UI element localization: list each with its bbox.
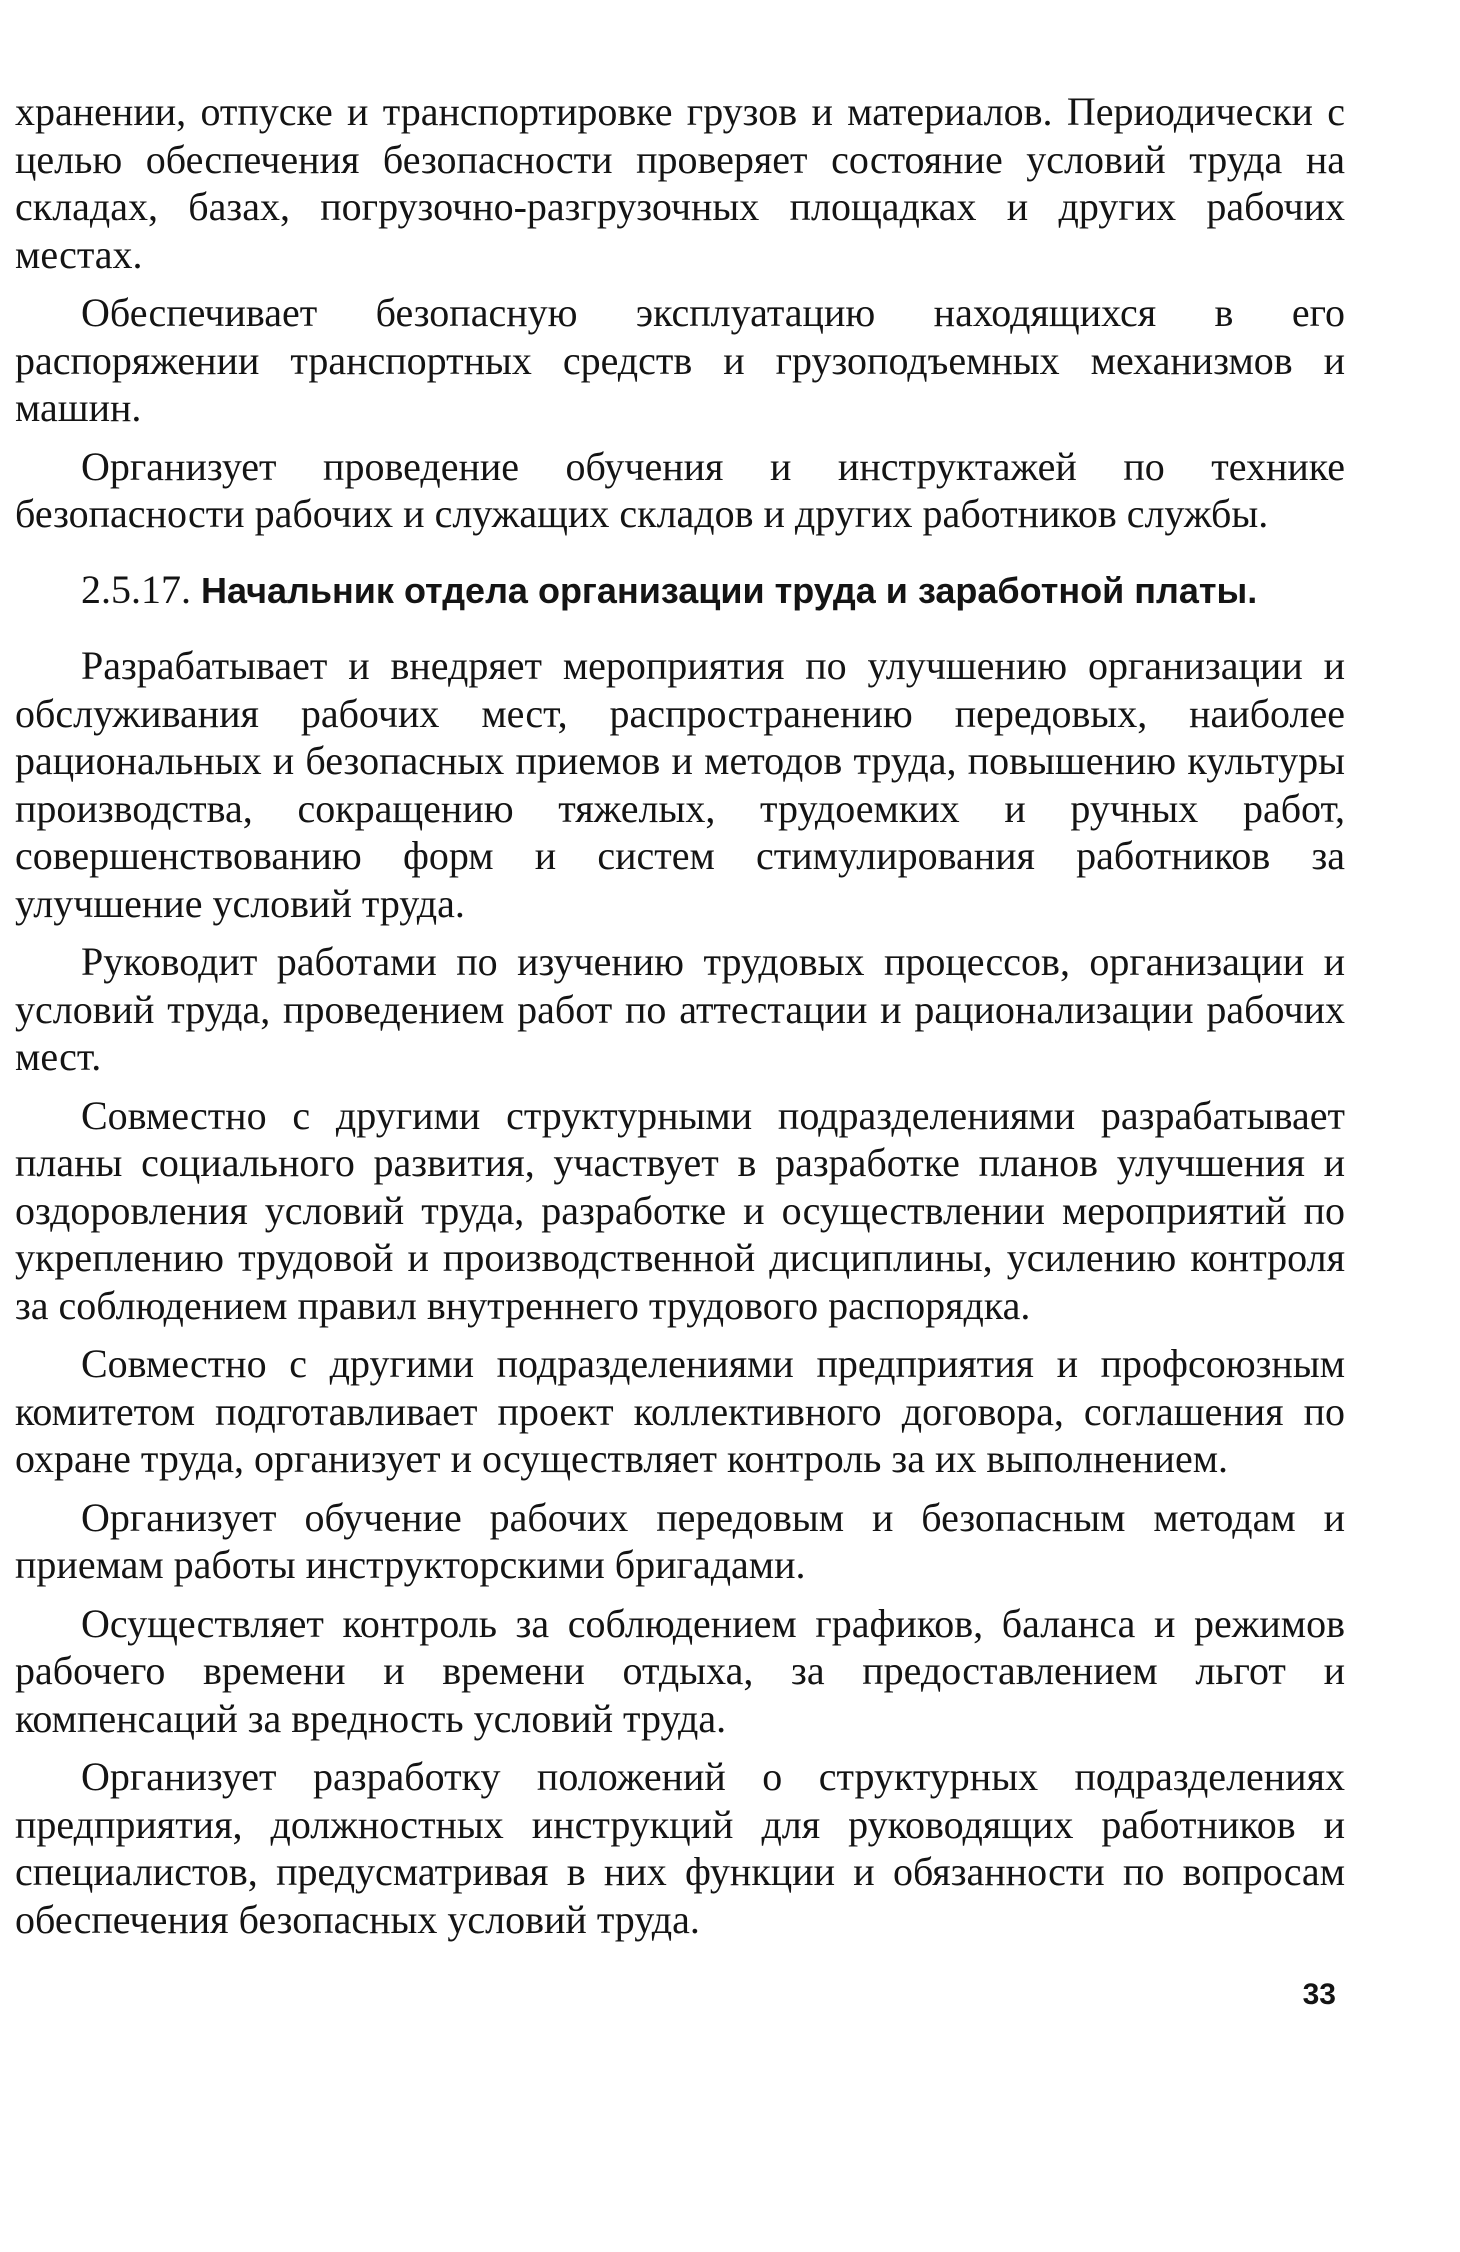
paragraph-warehouse-safety: хранении, отпуске и транспортировке грузов и материалов. Периодически с целью обеспечения безопасности проверяет состояние условий труда на складах, базах, погрузочно-разгрузочных площадках и других рабочих местах.	[15, 89, 1345, 277]
paragraph-worker-training: Организует обучение рабочих передовым и безопасным методам и приемам работы инструкторскими бригадами.	[15, 1494, 1345, 1587]
paragraph-training: Организует проведение обучения и инструктажей по технике безопасности рабочих и служащих складов и других работников службы.	[15, 443, 1345, 536]
paragraph-schedule-control: Осуществляет контроль за соблюдением графиков, баланса и режимов рабочего времени и времени отдыха, за предоставлением льгот и компенсаций за вредность условий труда.	[15, 1600, 1345, 1741]
section-number: 2.5.17.	[81, 566, 191, 612]
section-heading	[15, 566, 1345, 615]
page-number: 33	[1302, 1978, 1336, 2011]
paragraph-labor-study: Руководит работами по изучению трудовых процессов, организации и условий труда, проведением работ по аттестации и рационализации рабочих мест.	[15, 939, 1345, 1079]
paragraph-transport-safety: Обеспечивает безопасную эксплуатацию находящихся в его распоряжении транспортных средств и грузоподъемных механизмов и машин.	[15, 290, 1345, 430]
paragraph-regulations: Организует разработку положений о структурных подразделениях предприятия, должностных инструкций для руководящих работников и специалистов, предусматривая в них функции и обязанности по вопросам обеспечения безопасных условий труда.	[15, 1754, 1345, 1942]
page-body	[15, 88, 1345, 1954]
paragraph-collective-agreement: Совместно с другими подразделениями предприятия и профсоюзным комитетом подготавливает проект коллективного договора, соглашения по охране труда, организует и осуществляет контроль за их выполнением.	[15, 1341, 1345, 1481]
paragraph-social-plans: Совместно с другими структурными подразделениями разрабатывает планы социального развития, участвует в разработке планов улучшения и оздоровления условий труда, разработке и осуществлении мероприятий по укреплению трудовой и производственной дисциплины, усилению контроля за соблюдением правил внутреннего трудового распорядка.	[15, 1092, 1345, 1328]
paragraph-organization-measures: Разрабатывает и внедряет мероприятия по улучшению организации и обслуживания рабочих мест, распространению передовых, наиболее рациональных и безопасных приемов и методов труда, повышению культуры производства, сокращению тяжелых, трудоемких и ручных работ, совершенствованию форм и систем стимулирования работников за улучшение условий труда.	[15, 643, 1345, 926]
section-title: Начальник отдела организации труда и заработной платы.	[201, 569, 1258, 611]
